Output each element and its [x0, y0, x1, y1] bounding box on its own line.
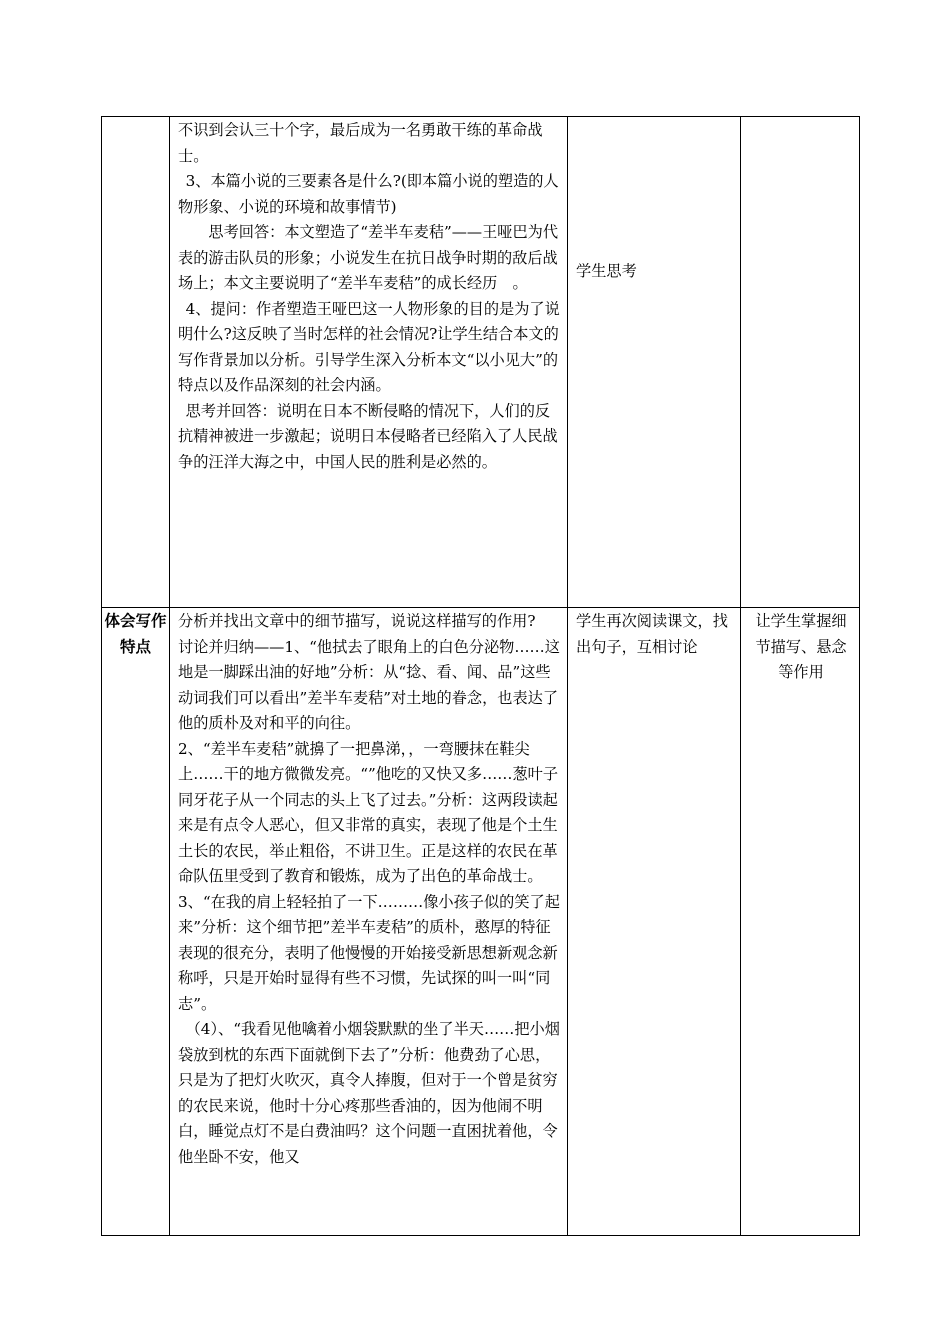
content-paragraph: 思考并回答：说明在日本不断侵略的情况下，人们的反抗精神被进一步激起；说明日本侵略者已经陷入了人民战争的汪洋大海之中，中国人民的胜利是必然的。 — [178, 401, 558, 471]
content-paragraph: 4、提问：作者塑造王哑巴这一人物形象的目的是为了说明什么?这反映了当时怎样的社会情况?让学生结合本文的写作背景加以分析。引导学生深入分析本文“以小见大”的特点以及作品深刻的社会内涵。 — [178, 299, 560, 394]
content-paragraph: 3、本篇小说的三要素各是什么?(即本篇小说的塑造的人物形象、小说的环境和故事情节) — [178, 172, 559, 216]
table-row — [102, 608, 860, 1236]
content-paragraph: 讨论并归纳——1、“他拭去了眼角上的白色分泌物……这地是一脚踩出油的好地”分析：从“捻、看、闻、品”这些动词我们可以看出”差半车麦秸”对土地的眷念，也表达了他的质朴及对和平的向往。 — [178, 637, 560, 732]
teaching-content-cell — [170, 117, 568, 608]
content-paragraph: 2、“差半车麦秸”就擤了一把鼻涕，，一弯腰抹在鞋尖上……干的地方微微发亮。“”他吃的又快又多……葱叶子同牙花子从一个同志的头上飞了过去。”分析：这两段读起来是有点令人恶心，但又非常的真实，表现了他是个土生土长的农民，举止粗俗，不讲卫生。正是这样的农民在革命队伍里受到了教育和锻炼，成为了出色的革命战士。 — [178, 739, 559, 885]
design-purpose-cell — [741, 117, 860, 608]
lesson-plan-table — [101, 116, 860, 1236]
section-cell — [102, 608, 170, 1236]
content-paragraph: 分析并找出文章中的细节描写，说说这样描写的作用? — [178, 612, 536, 630]
student-activity-cell: 学生再次阅读课文，找出句子，互相讨论 — [568, 608, 741, 1236]
section-label: 体会写作特点 — [104, 612, 167, 656]
table-row — [102, 117, 860, 608]
content-paragraph: 3、“在我的肩上轻轻拍了一下………像小孩子似的笑了起来”分析：这个细节把”差半车麦秸”的质朴，憨厚的特征表现的很充分，表明了他慢慢的开始接受新思想新观念新称呼，只是开始时显得有些不习惯，先试探的叫一叫“同志”。 — [178, 892, 560, 1013]
content-paragraph: （4）、“我看见他噙着小烟袋默默的坐了半天……把小烟袋放到枕的东西下面就倒下去了”分析：他费劲了心思，只是为了把灯火吹灭，真令人捧腹，但对于一个曾是贫穷的农民来说，他时十分心疼那些香油的，因为他闹不明白，睡觉点灯不是白费油吗？这个问题一直困扰着他，令他坐卧不安，他又 — [178, 1020, 560, 1166]
teaching-content-cell — [170, 608, 568, 1236]
student-activity-cell: 学生思考 — [568, 117, 741, 608]
design-purpose-cell: 让学生掌握细节描写、悬念等作用 — [741, 608, 860, 1236]
content-paragraph: 思考回答：本文塑造了“差半车麦秸”——王哑巴为代表的游击队员的形象；小说发生在抗日战争时期的敌后战场上；本文主要说明了“差半车麦秸”的成长经历 。 — [178, 223, 559, 292]
section-cell — [102, 117, 170, 608]
content-paragraph: 不识到会认三十个字，最后成为一名勇敢干练的革命战士。 — [178, 121, 543, 165]
